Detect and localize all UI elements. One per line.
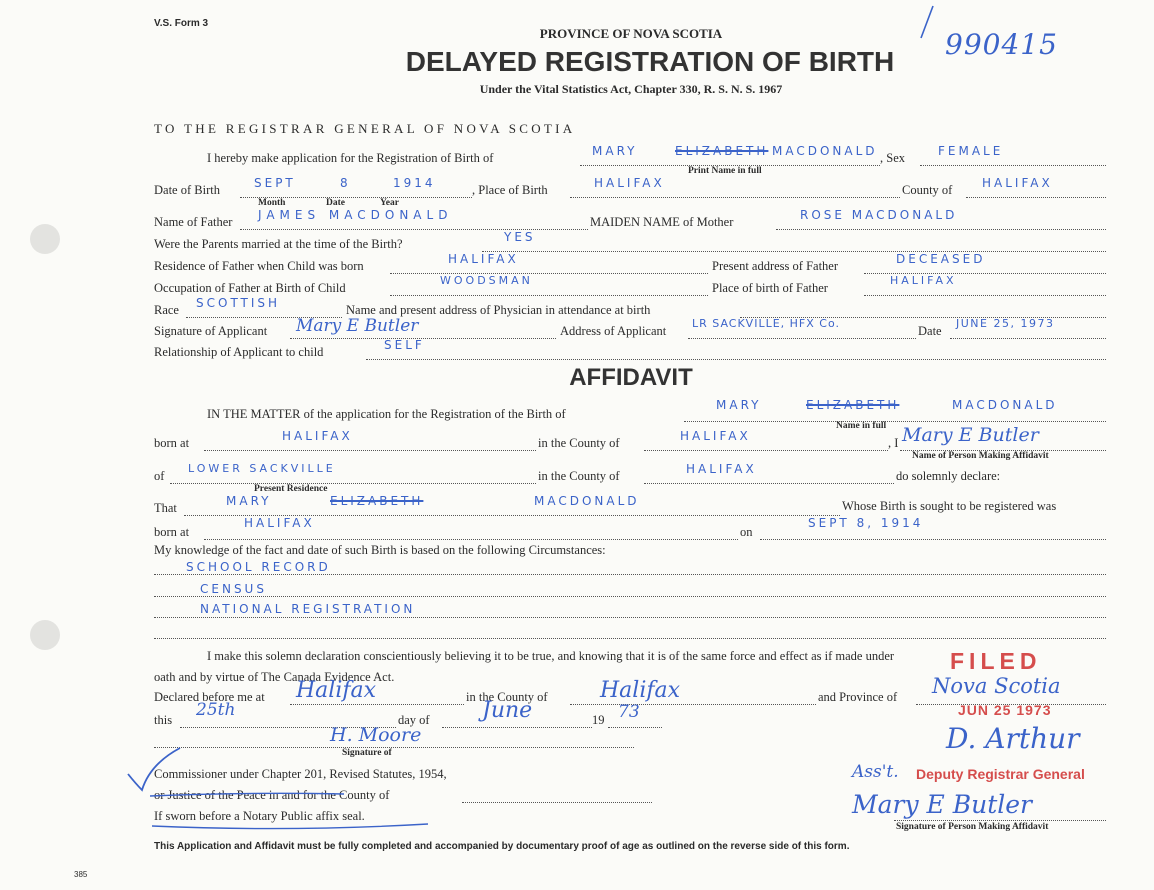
year-value: 73 [618,702,640,722]
on-value: SEPT 8, 1914 [808,516,924,530]
addressee: TO THE REGISTRAR GENERAL OF NOVA SCOTIA [154,121,576,136]
that-struck: ELIZABETH [330,494,424,508]
month-value: June [482,698,533,723]
born-at-label: born at [154,436,190,450]
affiant-signature-bottom: Mary E Butler [852,790,1032,819]
footer-note: This Application and Affidavit must be fully completed and accompanied by documentary proof of age as outlined on the reverse side of this form. [154,841,850,852]
form-subtitle: Under the Vital Statistics Act, Chapter 330, R. S. N. S. 1967 [479,82,783,96]
date-app-label: Date [918,324,942,338]
mother-value: ROSE MACDONALD [800,208,958,222]
declared-county: Halifax [600,678,681,703]
county-label: County of [902,183,953,197]
occupation-label: Occupation of Father at Birth of Child [154,281,346,295]
addr-value: LR SACKVILLE, HFX Co. [692,317,840,330]
name-first: MARY [592,144,638,158]
punch-hole [30,620,60,650]
commissioner-label: Commissioner under Chapter 201, Revised Statutes, 1954, [154,767,447,781]
circumstance-2: CENSUS [200,582,267,596]
res-father-label: Residence of Father when Child was born [154,259,364,273]
rel-value: SELF [384,338,425,352]
sig-person-label: Signature of Person Making Affidavit [896,822,1049,832]
matter-label: IN THE MATTER of the application for the Registration of the Birth of [207,407,566,421]
married-label: Were the Parents married at the time of the Birth? [154,237,403,251]
knowledge-label: My knowledge of the fact and date of such Birth is based on the following Circumstances: [154,543,606,557]
sex-value: FEMALE [938,144,1004,158]
strike-line [148,786,348,802]
declared-county-label: in the County of [466,690,548,704]
declared-place: Halifax [296,678,377,703]
solemnly-label: do solemnly declare: [896,469,1001,483]
this-label: this [154,713,173,727]
name-hint: Print Name in full [688,166,762,176]
deputy-registrar-stamp: Deputy Registrar General [916,766,1085,782]
signature-of-label: Signature of [342,748,392,758]
year-label: Year [380,198,399,208]
file-number: 990415 [945,28,1058,61]
province-heading: PROVINCE OF NOVA SCOTIA [539,26,723,41]
pob-father-label: Place of birth of Father [712,281,828,295]
day-value: 25th [196,700,236,720]
that-label: That [154,501,177,515]
aff-name-struck: ELIZABETH [806,398,900,412]
circumstance-3: NATIONAL REGISTRATION [200,602,416,616]
punch-hole [30,224,60,254]
place-value: HALIFAX [594,176,665,190]
father-label: Name of Father [154,215,233,229]
married-value: YES [504,230,536,244]
aff-name-last: MACDONALD [952,398,1058,412]
dob-label: Date of Birth [154,183,220,197]
date-app-value: JUNE 25, 1973 [956,317,1055,330]
of-label: of [154,469,165,483]
residence-value: LOWER SACKVILLE [188,462,336,475]
registrar-signature: D. Arthur [946,722,1080,755]
declared-label: Declared before me at [154,690,265,704]
res-father-value: HALIFAX [448,252,519,266]
rel-label: Relationship of Applicant to child [154,345,324,359]
mother-label: MAIDEN NAME of Mother [590,215,734,229]
dob-year: 1914 [393,176,436,190]
province-value: Nova Scotia [932,674,1061,698]
year-prefix: 19 [592,713,605,727]
sig-label: Signature of Applicant [154,324,268,338]
born-at2-label: born at [154,525,190,539]
person-hint: Name of Person Making Affidavit [912,451,1049,461]
sex-label: , Sex [880,151,905,165]
name-struck: ELIZABETH [675,144,769,158]
race-label: Race [154,303,179,317]
county-value: HALIFAX [982,176,1053,190]
date-label: Date [326,198,345,208]
aff-county-value: HALIFAX [680,429,751,443]
father-value: JAMES MACDONALD [258,208,453,222]
pob-father-value: HALIFAX [890,274,957,287]
i-label: , I [888,436,899,450]
form-number: V.S. Form 3 [154,18,209,29]
declaration-line-1: I make this solemn declaration conscientiously believing it to be true, and knowing that it is of the same force and effect as if made under [207,649,895,663]
aff-name-hint: Name in full [836,421,887,431]
day-of-label: day of [398,713,430,727]
name-last: MACDONALD [772,144,878,158]
place-label: , Place of Birth [472,183,548,197]
filed-date: JUN 25 1973 [958,702,1052,718]
on-label: on [740,525,753,539]
filed-stamp: FILED [950,648,1042,674]
affidavit-title: AFFIDAVIT [569,364,693,391]
commissioner-signature: H. Moore [330,724,422,746]
that-last: MACDONALD [534,494,640,508]
physician-label: Name and present address of Physician in attendance at birth [346,303,651,317]
occupation-value: WOODSMAN [440,274,533,287]
in-county-label-2: in the County of [538,469,620,483]
justice-label: or Justice of the Peace in and for the County of [154,788,390,802]
footer-code: 385 [74,870,88,879]
handwritten-mark [905,2,945,42]
intro-label: I hereby make application for the Registration of Birth of [207,151,494,165]
born-at-value: HALIFAX [282,429,353,443]
county2-value: HALIFAX [686,462,757,476]
present-addr-label: Present address of Father [712,259,839,273]
asst-note: Ass't. [852,762,899,782]
affiant-sig: Mary E Butler [902,424,1039,446]
declaration-line-2: oath and by virtue of The Canada Evidence Act. [154,670,395,684]
circumstance-1: SCHOOL RECORD [186,560,331,574]
form-title: DELAYED REGISTRATION OF BIRTH [405,46,895,77]
dob-day: 8 [340,176,351,190]
present-addr-value: DECEASED [896,252,986,266]
that-first: MARY [226,494,272,508]
notary-label: If sworn before a Notary Public affix seal. [154,809,365,823]
dob-month: SEPT [254,176,296,190]
addr-label: Address of Applicant [560,324,667,338]
in-county-label: in the County of [538,436,620,450]
present-res-hint: Present Residence [254,484,328,494]
aff-name-first: MARY [716,398,762,412]
whose-label: Whose Birth is sought to be registered was [842,499,1057,513]
province-label: and Province of [818,690,898,704]
notary-strike [150,818,432,834]
sig-value: Mary E Butler [296,316,419,336]
month-label: Month [258,198,286,208]
born-at2-value: HALIFAX [244,516,315,530]
race-value: SCOTTISH [196,296,281,310]
